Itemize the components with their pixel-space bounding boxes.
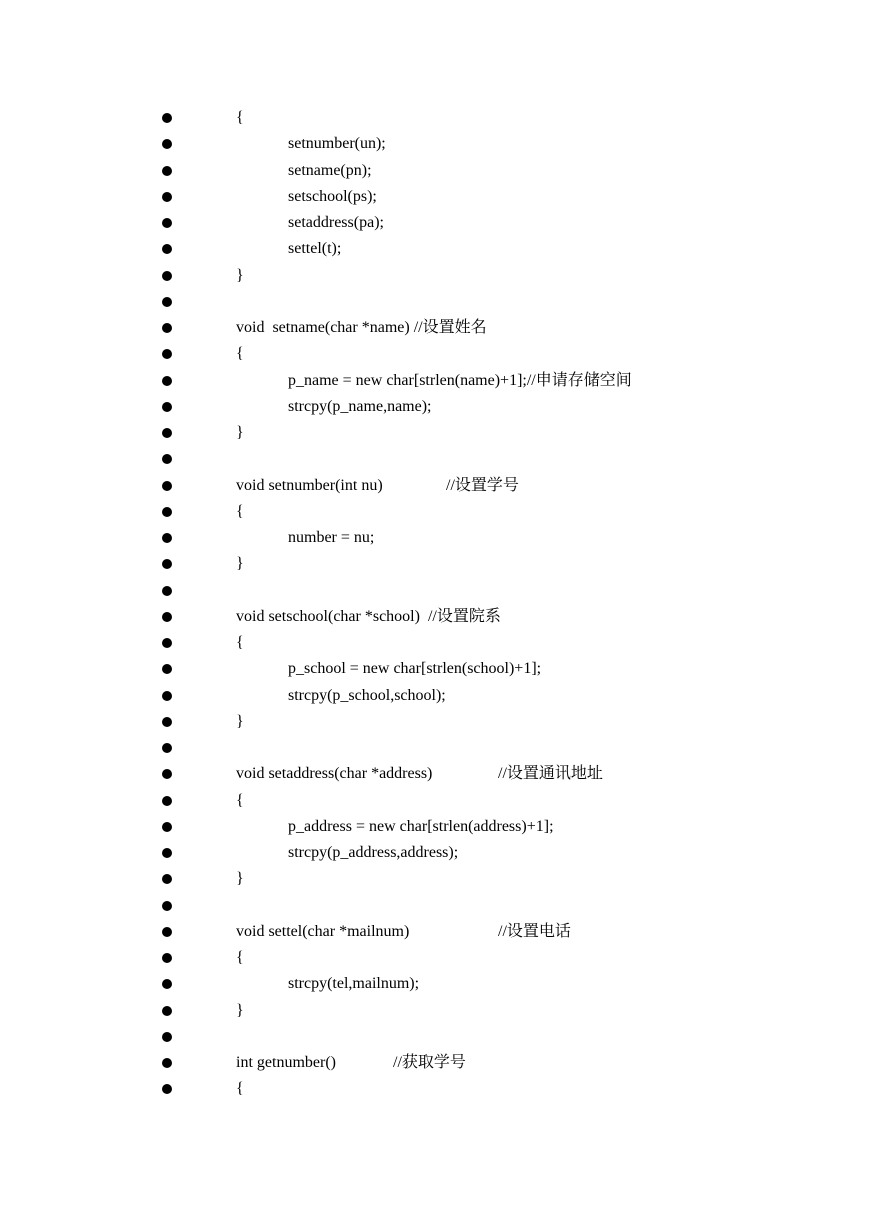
code-text: setname(pn); [288, 161, 372, 179]
bullet-icon [162, 743, 172, 753]
code-line [0, 105, 869, 131]
code-text: } [236, 555, 244, 573]
bullet-icon [162, 691, 172, 701]
code-line [0, 761, 869, 787]
code-line [0, 578, 869, 604]
bullet-icon [162, 1084, 172, 1094]
code-text: } [236, 424, 244, 441]
code-line [0, 236, 869, 262]
code-text: setschool(ps); [288, 187, 377, 205]
code-text: { [236, 791, 244, 809]
code-line [0, 866, 869, 892]
code-line [0, 210, 869, 236]
code-line [0, 551, 869, 577]
bullet-icon [162, 428, 172, 438]
bullet-icon [162, 979, 172, 989]
code-text: void setaddress(char *address) [236, 765, 433, 783]
code-line [0, 788, 869, 814]
bullet-icon [162, 349, 172, 359]
code-line [0, 1076, 869, 1102]
bullet-icon [162, 271, 172, 281]
code-text: strcpy(p_school,school); [288, 686, 446, 704]
code-comment: //设置通讯地址 [498, 765, 603, 783]
code-line [0, 656, 869, 682]
bullet-icon [162, 1032, 172, 1042]
code-line [0, 420, 869, 446]
code-comment: //设置学号 [446, 476, 519, 494]
code-line [0, 1024, 869, 1050]
bullet-icon [162, 166, 172, 176]
code-text: void settel(char *mailnum) [236, 922, 410, 940]
code-text: number = nu; [288, 529, 375, 546]
code-line [0, 945, 869, 971]
bullet-icon [162, 586, 172, 596]
code-line [0, 814, 869, 840]
bullet-icon [162, 376, 172, 386]
code-text: setaddress(pa); [288, 214, 384, 231]
code-line [0, 131, 869, 157]
code-line [0, 315, 869, 341]
code-line [0, 893, 869, 919]
bullet-icon [162, 218, 172, 228]
bullet-icon [162, 559, 172, 569]
code-text: int getnumber() [236, 1054, 336, 1071]
bullet-icon [162, 1058, 172, 1068]
bullet-icon [162, 454, 172, 464]
code-text: setnumber(un); [288, 135, 386, 153]
bullet-icon [162, 927, 172, 937]
bullet-icon [162, 113, 172, 123]
code-line [0, 446, 869, 472]
bullet-icon [162, 664, 172, 674]
code-line [0, 840, 869, 866]
bullet-icon [162, 533, 172, 543]
code-text: } [236, 712, 244, 730]
code-text: } [236, 266, 244, 284]
code-line [0, 525, 869, 551]
bullet-icon [162, 796, 172, 806]
code-line [0, 998, 869, 1024]
bullet-icon [162, 1006, 172, 1016]
bullet-icon [162, 822, 172, 832]
code-text: strcpy(tel,mailnum); [288, 975, 420, 993]
bullet-icon [162, 848, 172, 858]
code-text: { [236, 109, 244, 126]
code-text: { [236, 345, 244, 363]
bullet-icon [162, 297, 172, 307]
code-line [0, 683, 869, 709]
bullet-icon [162, 953, 172, 963]
code-text: { [236, 502, 244, 520]
code-text: } [236, 1001, 244, 1019]
bullet-icon [162, 507, 172, 517]
code-line [0, 709, 869, 735]
code-text: { [236, 1080, 244, 1098]
code-line [0, 158, 869, 184]
code-text: { [236, 634, 244, 651]
code-line [0, 630, 869, 656]
code-text: void setnumber(int nu) [236, 476, 383, 494]
code-line [0, 604, 869, 630]
code-line [0, 919, 869, 945]
code-line [0, 735, 869, 761]
bullet-icon [162, 638, 172, 648]
bullet-icon [162, 244, 172, 254]
code-text: void setschool(char *school) //设置院系 [236, 607, 501, 625]
code-line [0, 263, 869, 289]
code-line [0, 394, 869, 420]
code-listing [0, 105, 869, 1103]
code-text: p_name = new char[strlen(name)+1];//申请存储空间 [288, 371, 632, 389]
code-text: p_school = new char[strlen(school)+1]; [288, 660, 542, 678]
bullet-icon [162, 323, 172, 333]
code-text: { [236, 949, 244, 966]
code-text: settel(t); [288, 240, 342, 258]
bullet-icon [162, 192, 172, 202]
code-text: strcpy(p_name,name); [288, 397, 432, 415]
code-text: } [236, 870, 244, 888]
code-line [0, 971, 869, 997]
code-comment: //设置电话 [498, 922, 571, 940]
code-line [0, 1050, 869, 1076]
bullet-icon [162, 717, 172, 727]
code-text: p_address = new char[strlen(address)+1]; [288, 817, 554, 835]
code-line [0, 473, 869, 499]
code-line [0, 341, 869, 367]
bullet-icon [162, 402, 172, 412]
code-line [0, 499, 869, 525]
bullet-icon [162, 481, 172, 491]
code-text: void setname(char *name) //设置姓名 [236, 319, 487, 336]
bullet-icon [162, 612, 172, 622]
bullet-icon [162, 901, 172, 911]
bullet-icon [162, 139, 172, 149]
bullet-icon [162, 769, 172, 779]
code-line [0, 289, 869, 315]
bullet-icon [162, 874, 172, 884]
code-line [0, 368, 869, 394]
code-comment: //获取学号 [393, 1054, 466, 1071]
code-text: strcpy(p_address,address); [288, 844, 459, 861]
code-line [0, 184, 869, 210]
